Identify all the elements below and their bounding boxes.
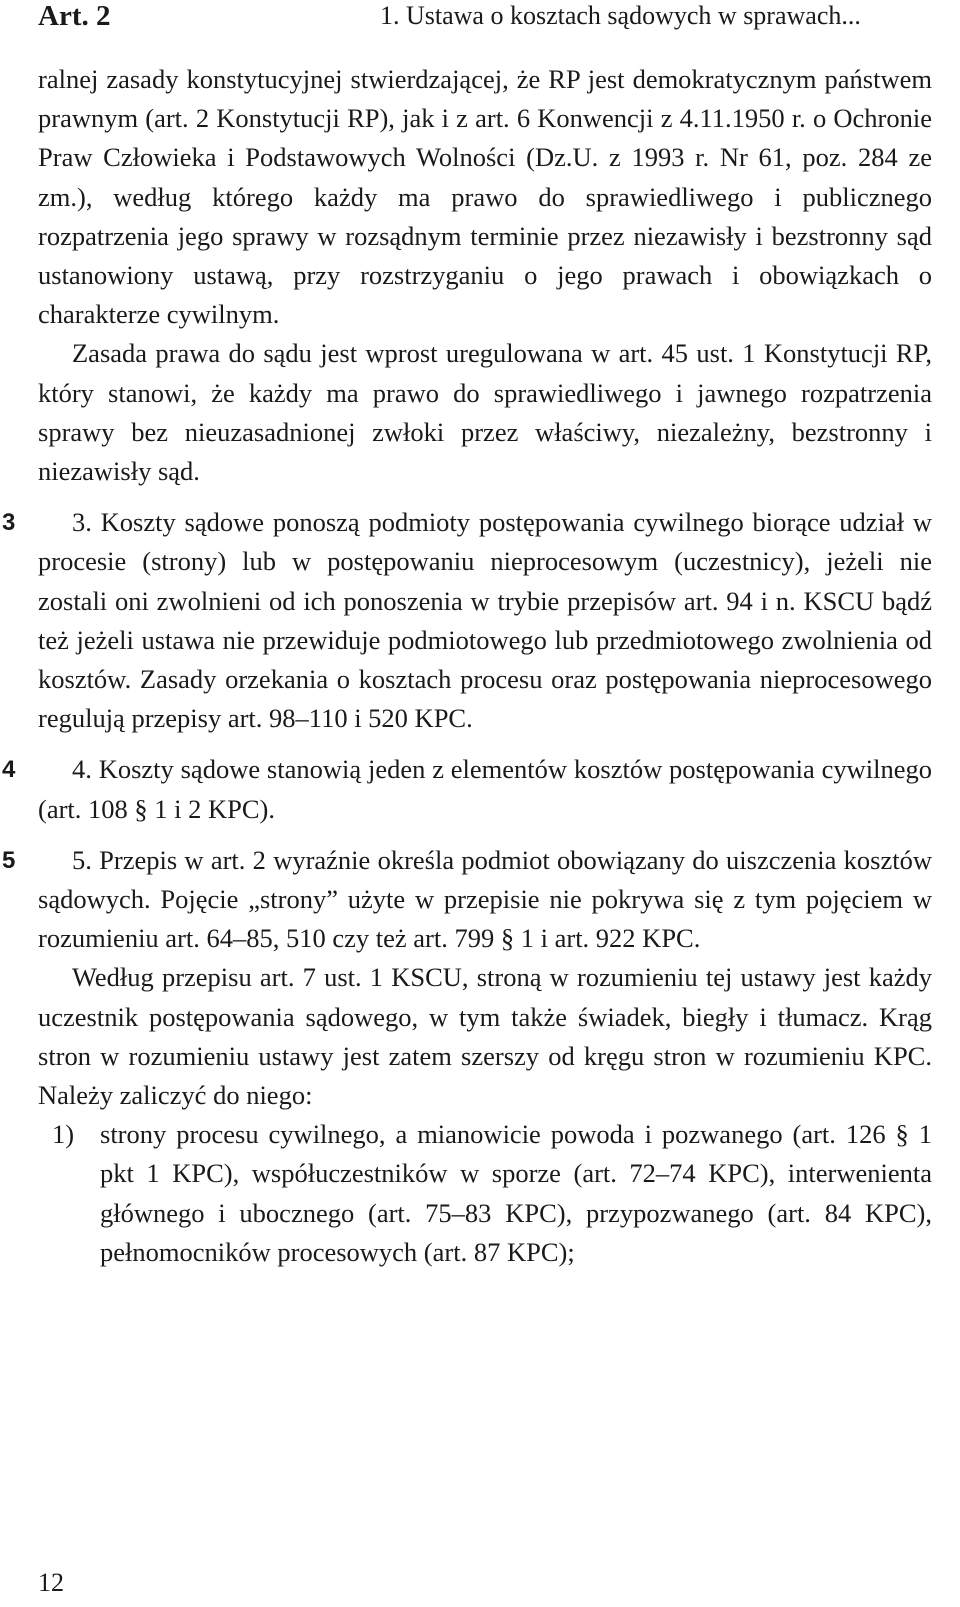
paragraph-text: 3. Koszty sądowe ponoszą podmioty postępowania cywilnego biorące udział w procesie (strony) lub w postępowaniu nieprocesowym (uczestnicy), jeżeli nie zostali oni zwolnieni od ich ponoszenia w trybie przepisów art. 94 i n. KSCU bądź też jeżeli ustawa nie przewiduje podmiotowego lub przedmiotowego zwolnienia od kosztów. Zasady orzekania o kosztach procesu oraz postępowania nieprocesowego regulują przepisy art. 98–110 i 520 KPC. [38,507,932,734]
list-item [38,1115,932,1272]
paragraph-right-to-court: Zasada prawa do sądu jest wprost uregulowana w art. 45 ust. 1 Konstytucji RP, który stanowi, że każdy ma prawo do sprawiedliwego i jawnego rozpatrzenia sprawy bez nieuzasadnionej zwłoki przez właściwy, niezależny, bezstronny i niezawisły sąd. [38,338,932,487]
margin-number: 3 [2,509,16,537]
running-title: 1. Ustawa o kosztach sądowych w sprawach... [380,1,861,30]
article-label: Art. 2 [38,0,111,32]
paragraph-text: 5. Przepis w art. 2 wyraźnie określa podmiot obowiązany do uiszczenia kosztów sądowych. Pojęcie „strony” użyte w przepisie nie pokrywa się z tym pojęciem w rozumieniu art. 64–85, 510 czy też art. 799 § 1 i art. 922 KPC. [38,844,932,954]
margin-paragraph-4 [2,750,932,828]
margin-number: 4 [2,756,16,784]
margin-number: 5 [2,846,16,874]
running-header [0,0,960,40]
paragraph-party-definition: Według przepisu art. 7 ust. 1 KSCU, stroną w rozumieniu tej ustawy jest każdy uczestnik postępowania sądowego, w tym także świadek, biegły i tłumacz. Krąg stron w rozumieniu ustawy jest zatem szerszy od kręgu stron w rozumieniu KPC. Należy zaliczyć do niego: [38,962,932,1111]
list-item-text: strony procesu cywilnego, a mianowicie powoda i pozwanego (art. 126 § 1 pkt 1 KPC), współuczestników w sporze (art. 72–74 KPC), interwenienta głównego i ubocznego (art. 75–83 KPC), przypozwanego (art. 84 KPC), pełnomocników procesowych (art. 87 KPC); [100,1119,932,1267]
margin-paragraph-3 [2,503,932,738]
paragraph-continuation: ralnej zasady konstytucyjnej stwierdzającej, że RP jest demokratycznym państwem prawnym (art. 2 Konstytucji RP), jak i z art. 6 Konwencji z 4.11.1950 r. o Ochronie Praw Człowieka i Podstawowych Wolności (Dz.U. z 1993 r. Nr 61, poz. 284 ze zm.), według którego każdy ma prawo do sprawiedliwego i publicznego rozpatrzenia jego sprawy w rozsądnym terminie przez niezawisły i bezstronny sąd ustanowiony ustawą, przy rozstrzyganiu o jego prawach i obowiązkach o charakterze cywilnym. [38,64,932,330]
page-body [2,60,932,1272]
paragraph-text: 4. Koszty sądowe stanowią jeden z elementów kosztów postępowania cywilnego (art. 108 § 1 i 2 KPC). [38,754,932,824]
page-number: 12 [38,1568,64,1597]
list-marker: 1) [52,1119,75,1150]
margin-paragraph-5 [2,841,932,959]
